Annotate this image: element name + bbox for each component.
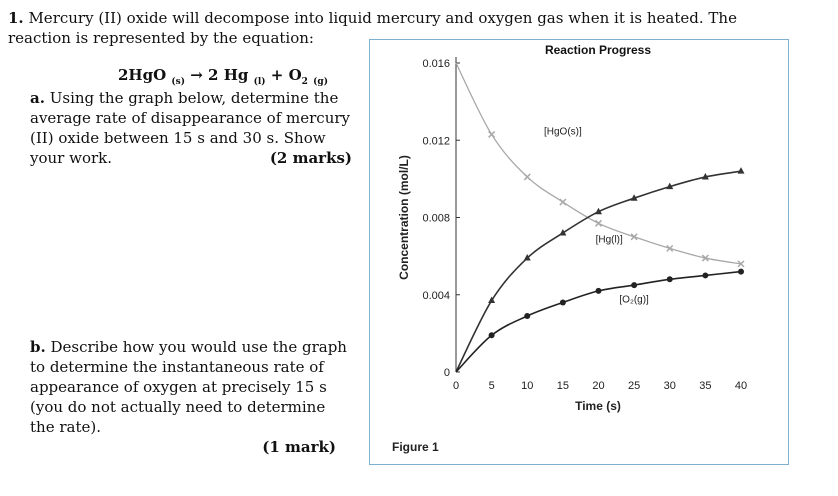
eq-product1-state: (l) — [253, 77, 266, 87]
part-b-label: b. — [30, 338, 46, 356]
series-line — [456, 272, 741, 372]
data-point — [489, 131, 495, 137]
part-b — [30, 337, 352, 457]
series-line — [456, 171, 741, 372]
data-point — [524, 174, 530, 180]
x-tick-label: 10 — [521, 380, 534, 392]
data-point — [524, 313, 530, 319]
data-point — [489, 332, 495, 338]
data-point — [738, 269, 744, 275]
data-point — [738, 167, 745, 174]
eq-plus: + — [270, 66, 284, 84]
part-b-marks: (1 mark) — [262, 438, 336, 456]
part-a-label: a. — [30, 89, 45, 107]
eq-reactant: 2HgO — [118, 66, 167, 84]
data-point — [631, 282, 637, 288]
x-tick-label: 0 — [452, 380, 460, 392]
eq-product2: O — [288, 66, 302, 84]
eq-reactant-state: (s) — [171, 77, 185, 87]
y-tick-label: 0.008 — [422, 212, 450, 225]
y-tick-label: 0.012 — [422, 135, 450, 148]
chart-title: Reaction Progress — [544, 43, 652, 57]
question-number: 1. — [8, 9, 24, 27]
x-axis-label: Time (s) — [575, 399, 621, 413]
eq-arrow: → — [190, 66, 203, 84]
x-tick-label: 15 — [556, 380, 569, 392]
x-tick-label: 5 — [488, 380, 495, 392]
x-tick-label: 25 — [628, 380, 641, 392]
data-point — [596, 288, 602, 294]
x-tick-label: 30 — [663, 380, 676, 392]
series-label: [Hg(l)] — [595, 234, 623, 246]
data-point — [560, 299, 566, 305]
x-tick-label: 20 — [592, 380, 605, 392]
series-label: [HgO(s)] — [543, 126, 582, 138]
figure-1 — [369, 39, 789, 465]
data-point — [667, 276, 673, 282]
eq-product2-sub: 2 — [301, 77, 308, 87]
data-point — [560, 199, 566, 205]
y-tick-label: 0.004 — [422, 289, 450, 302]
y-axis-label: Concentration (mol/L) — [397, 155, 411, 280]
eq-product2-state: (g) — [313, 77, 328, 87]
x-tick-label: 35 — [699, 380, 712, 392]
part-b-text: Describe how you would use the graph to determine the instantaneous rate of appearance of oxygen at precisely 15 s (you do not actually need to determine the rate). — [30, 338, 347, 436]
part-a-text: Using the graph below, determine the average rate of disappearance of mercury (II) oxide between 15 s and 30 s. Show your work. — [30, 89, 351, 167]
part-a — [30, 88, 352, 168]
eq-product1: 2 Hg — [208, 66, 249, 84]
data-point — [631, 234, 637, 240]
reaction-progress-chart — [370, 40, 788, 464]
series-label: [O₂(g)] — [619, 294, 649, 306]
question-body: Mercury (II) oxide will decompose into liquid mercury and oxygen gas when it is heated. The reaction is represented by the equation: — [8, 9, 737, 47]
y-tick-label: 0.016 — [422, 58, 450, 70]
y-tick-label: 0 — [443, 367, 450, 379]
part-a-marks: (2 marks) — [269, 149, 352, 167]
x-tick-label: 40 — [734, 380, 748, 392]
data-point — [596, 220, 602, 226]
data-point — [702, 272, 708, 278]
figure-caption: Figure 1 — [392, 440, 439, 454]
chemical-equation — [118, 66, 328, 87]
